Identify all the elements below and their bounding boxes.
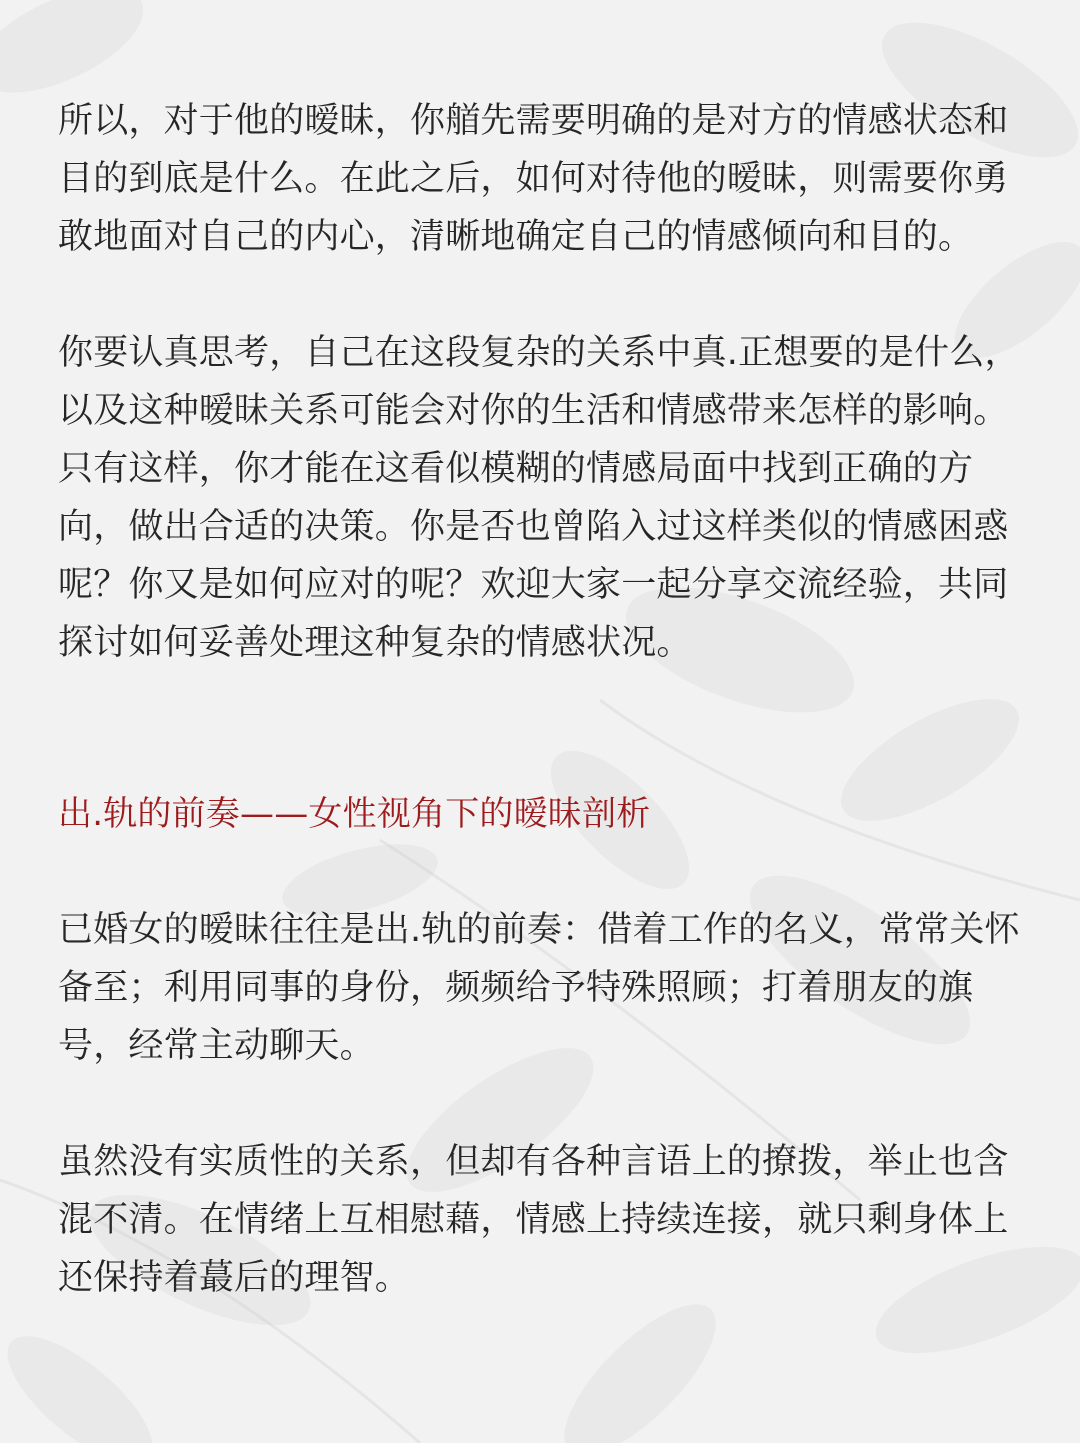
paragraph-1: 所以，对于他的暧昧，你艏先需要明确的是对方的情感状态和目的到底是什么。在此之后，如何对待他的暧昧，则需要你勇敢地面对自己的内心，清晰地确定自己的情感倾向和目的。	[58, 101, 1009, 257]
paragraph-2: 你要认真思考，自己在这段复杂的关系中真.正想要的是什么，以及这种暧昧关系可能会对你的生活和情感带来怎样的影响。只有这样，你才能在这看似模糊的情感局面中找到正确的方向，做出合适的决策。你是否也曾陷入过这样类似的情感困惑呢？你又是如何应对的呢？欢迎大家一起分享交流经验，共同探讨如何妥善处理这种复杂的情感状况。	[58, 333, 1020, 663]
spacer	[58, 672, 1022, 785]
spacer	[58, 843, 1022, 901]
spacer	[58, 266, 1022, 324]
paragraph-4: 虽然没有实质性的关系，但却有各种言语上的撩拨，举止也含混不清。在情绪上互相慰藉，情感上持续连接，就只剩身体上还保持着蕞后的理智。	[58, 1142, 1009, 1298]
section-heading: 出.轨的前奏——女性视角下的暧昧剖析	[58, 794, 651, 834]
paragraph-3: 已婚女的暧昧往往是出.轨的前奏：借着工作的名义，常常关怀备至；利用同事的身份，频频给予特殊照顾；打着朋友的旗号，经常主动聊天。	[58, 910, 1020, 1066]
article-content	[58, 92, 1022, 1307]
spacer	[58, 1075, 1022, 1133]
